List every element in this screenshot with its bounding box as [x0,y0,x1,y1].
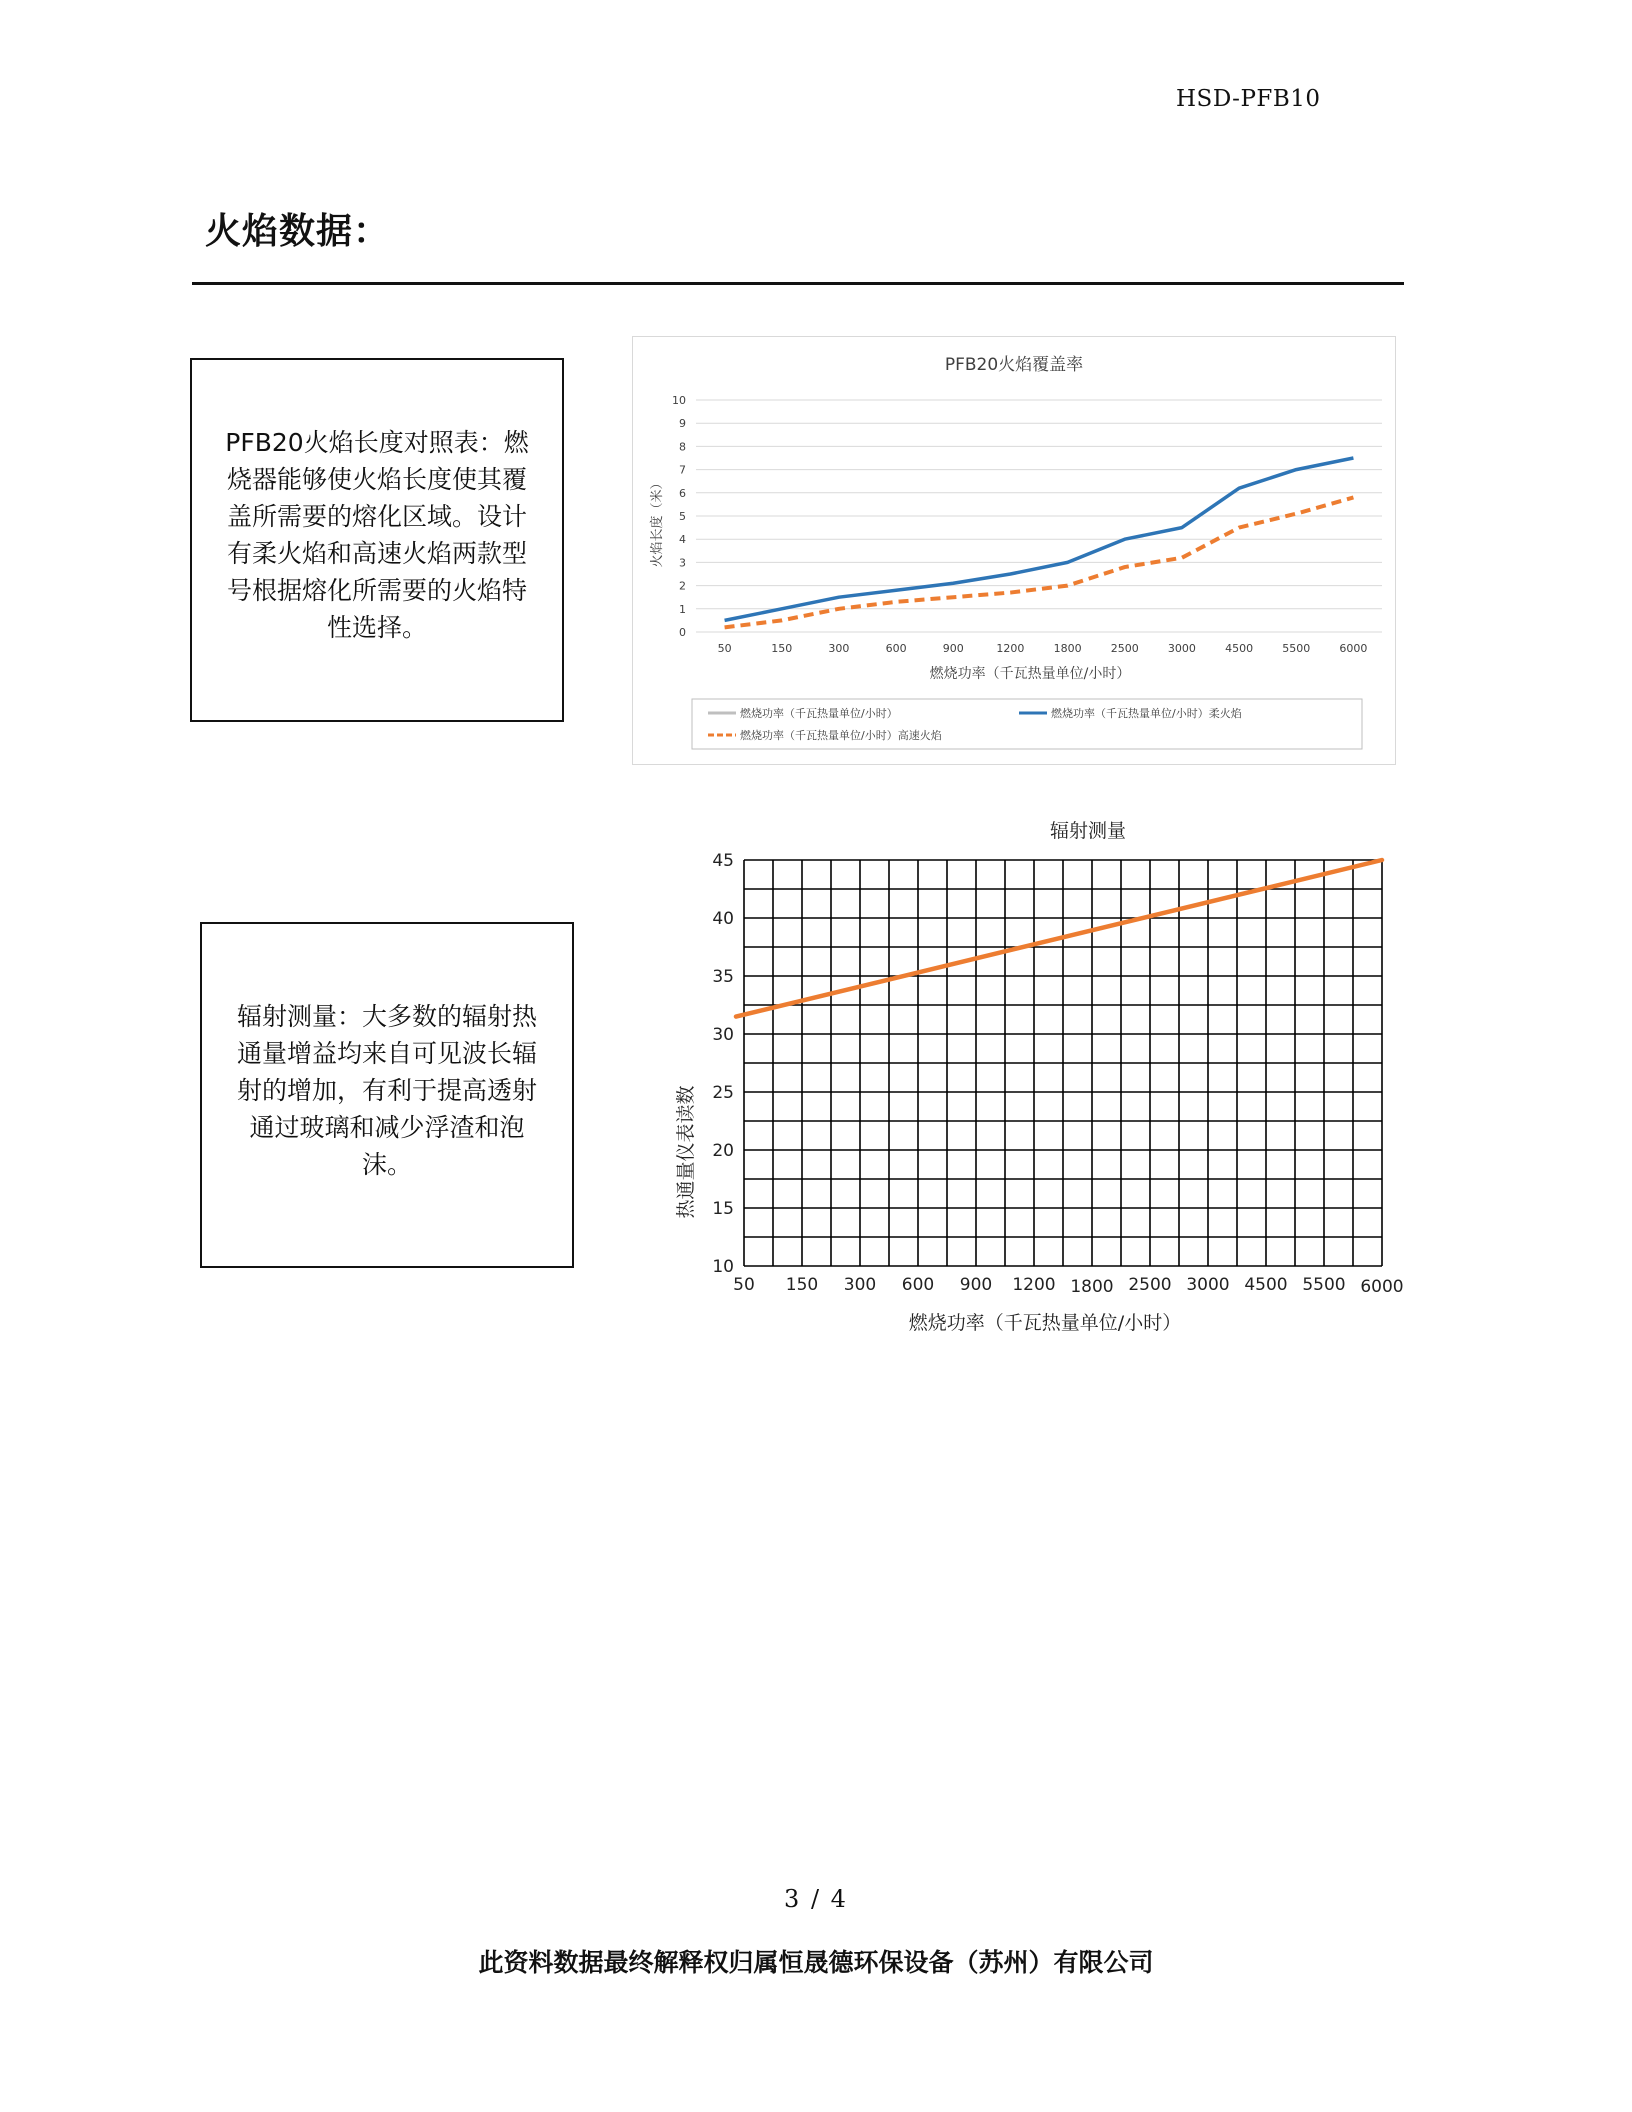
x-tick-label: 900 [959,1275,993,1295]
series-line-0 [736,860,1382,1017]
radiation-chart [660,810,1420,1340]
y-tick-label: 9 [679,417,686,431]
y-axis-label: 热通量仪表读数 [675,1085,697,1219]
flame-length-description: PFB20火焰长度对照表：燃烧器能够使火焰长度使其覆盖所需要的熔化区域。设计有柔火焰和高速火焰两款型号根据熔化所需要的火焰特性选择。 [225,428,529,642]
x-tick-label: 1800 [1053,642,1082,655]
y-tick-label: 7 [679,463,686,477]
legend-label: 燃烧功率（千瓦热量单位/小时）高速火焰 [740,729,942,742]
y-tick-label: 15 [712,1199,734,1219]
x-tick-label: 1800 [1070,1277,1114,1297]
x-tick-label: 5500 [1282,642,1311,655]
x-tick-label: 50 [733,1275,755,1295]
flame-length-description-box [190,358,564,722]
y-tick-label: 10 [672,394,686,407]
title-divider [192,282,1404,285]
x-tick-label: 6000 [1360,1277,1404,1297]
legend-label: 燃烧功率（千瓦热量单位/小时）柔火焰 [1051,707,1242,720]
y-axis-label: 火焰长度（米） [650,476,665,568]
y-tick-label: 4 [679,533,686,547]
y-tick-label: 0 [679,626,686,639]
y-tick-label: 45 [712,851,734,871]
y-tick-label: 20 [712,1141,734,1161]
chart-title: 辐射测量 [1049,820,1127,842]
x-tick-label: 150 [785,1275,819,1295]
document-code: HSD-PFB10 [1176,86,1321,112]
x-tick-label: 150 [771,642,793,655]
flame-coverage-chart [632,336,1396,765]
x-tick-label: 1200 [1012,1275,1056,1295]
y-tick-label: 30 [712,1025,734,1045]
x-tick-label: 300 [828,642,850,655]
x-tick-label: 4500 [1225,642,1254,655]
x-tick-label: 900 [942,642,964,655]
radiation-description: 辐射测量：大多数的辐射热通量增益均来自可见波长辐射的增加，有利于提高透射通过玻璃和减少浮渣和泡沫。 [236,1001,537,1179]
x-axis-label: 燃烧功率（千瓦热量单位/小时） [929,666,1131,682]
y-tick-label: 2 [679,579,686,593]
x-tick-label: 1200 [996,642,1025,655]
y-tick-label: 8 [679,440,686,454]
page-title: 火焰数据： [205,211,391,252]
x-tick-label: 3000 [1167,642,1196,655]
x-tick-label: 600 [901,1275,935,1295]
y-tick-label: 1 [679,602,686,616]
y-tick-label: 5 [679,510,686,523]
page-number: 3 / 4 [784,1885,848,1913]
x-tick-label: 3000 [1186,1275,1230,1295]
y-tick-label: 3 [679,556,686,570]
x-tick-label: 6000 [1339,642,1368,655]
legend-label: 燃烧功率（千瓦热量单位/小时） [740,707,898,720]
y-tick-label: 6 [679,486,686,500]
x-tick-label: 2500 [1128,1275,1172,1295]
y-tick-label: 35 [712,967,734,987]
x-tick-label: 50 [717,642,732,655]
x-axis-label: 燃烧功率（千瓦热量单位/小时） [908,1312,1182,1334]
x-tick-label: 2500 [1110,642,1139,655]
y-tick-label: 40 [712,909,734,929]
footer-disclaimer: 此资料数据最终解释权归属恒晟德环保设备（苏州）有限公司 [478,1948,1154,1977]
x-tick-label: 300 [843,1275,877,1295]
y-tick-label: 10 [712,1257,734,1277]
chart-title: PFB20火焰覆盖率 [944,355,1084,375]
x-tick-label: 4500 [1244,1275,1288,1295]
radiation-description-box [200,922,574,1268]
x-tick-label: 600 [885,642,907,655]
y-tick-label: 25 [712,1083,734,1103]
x-tick-label: 5500 [1302,1275,1346,1295]
